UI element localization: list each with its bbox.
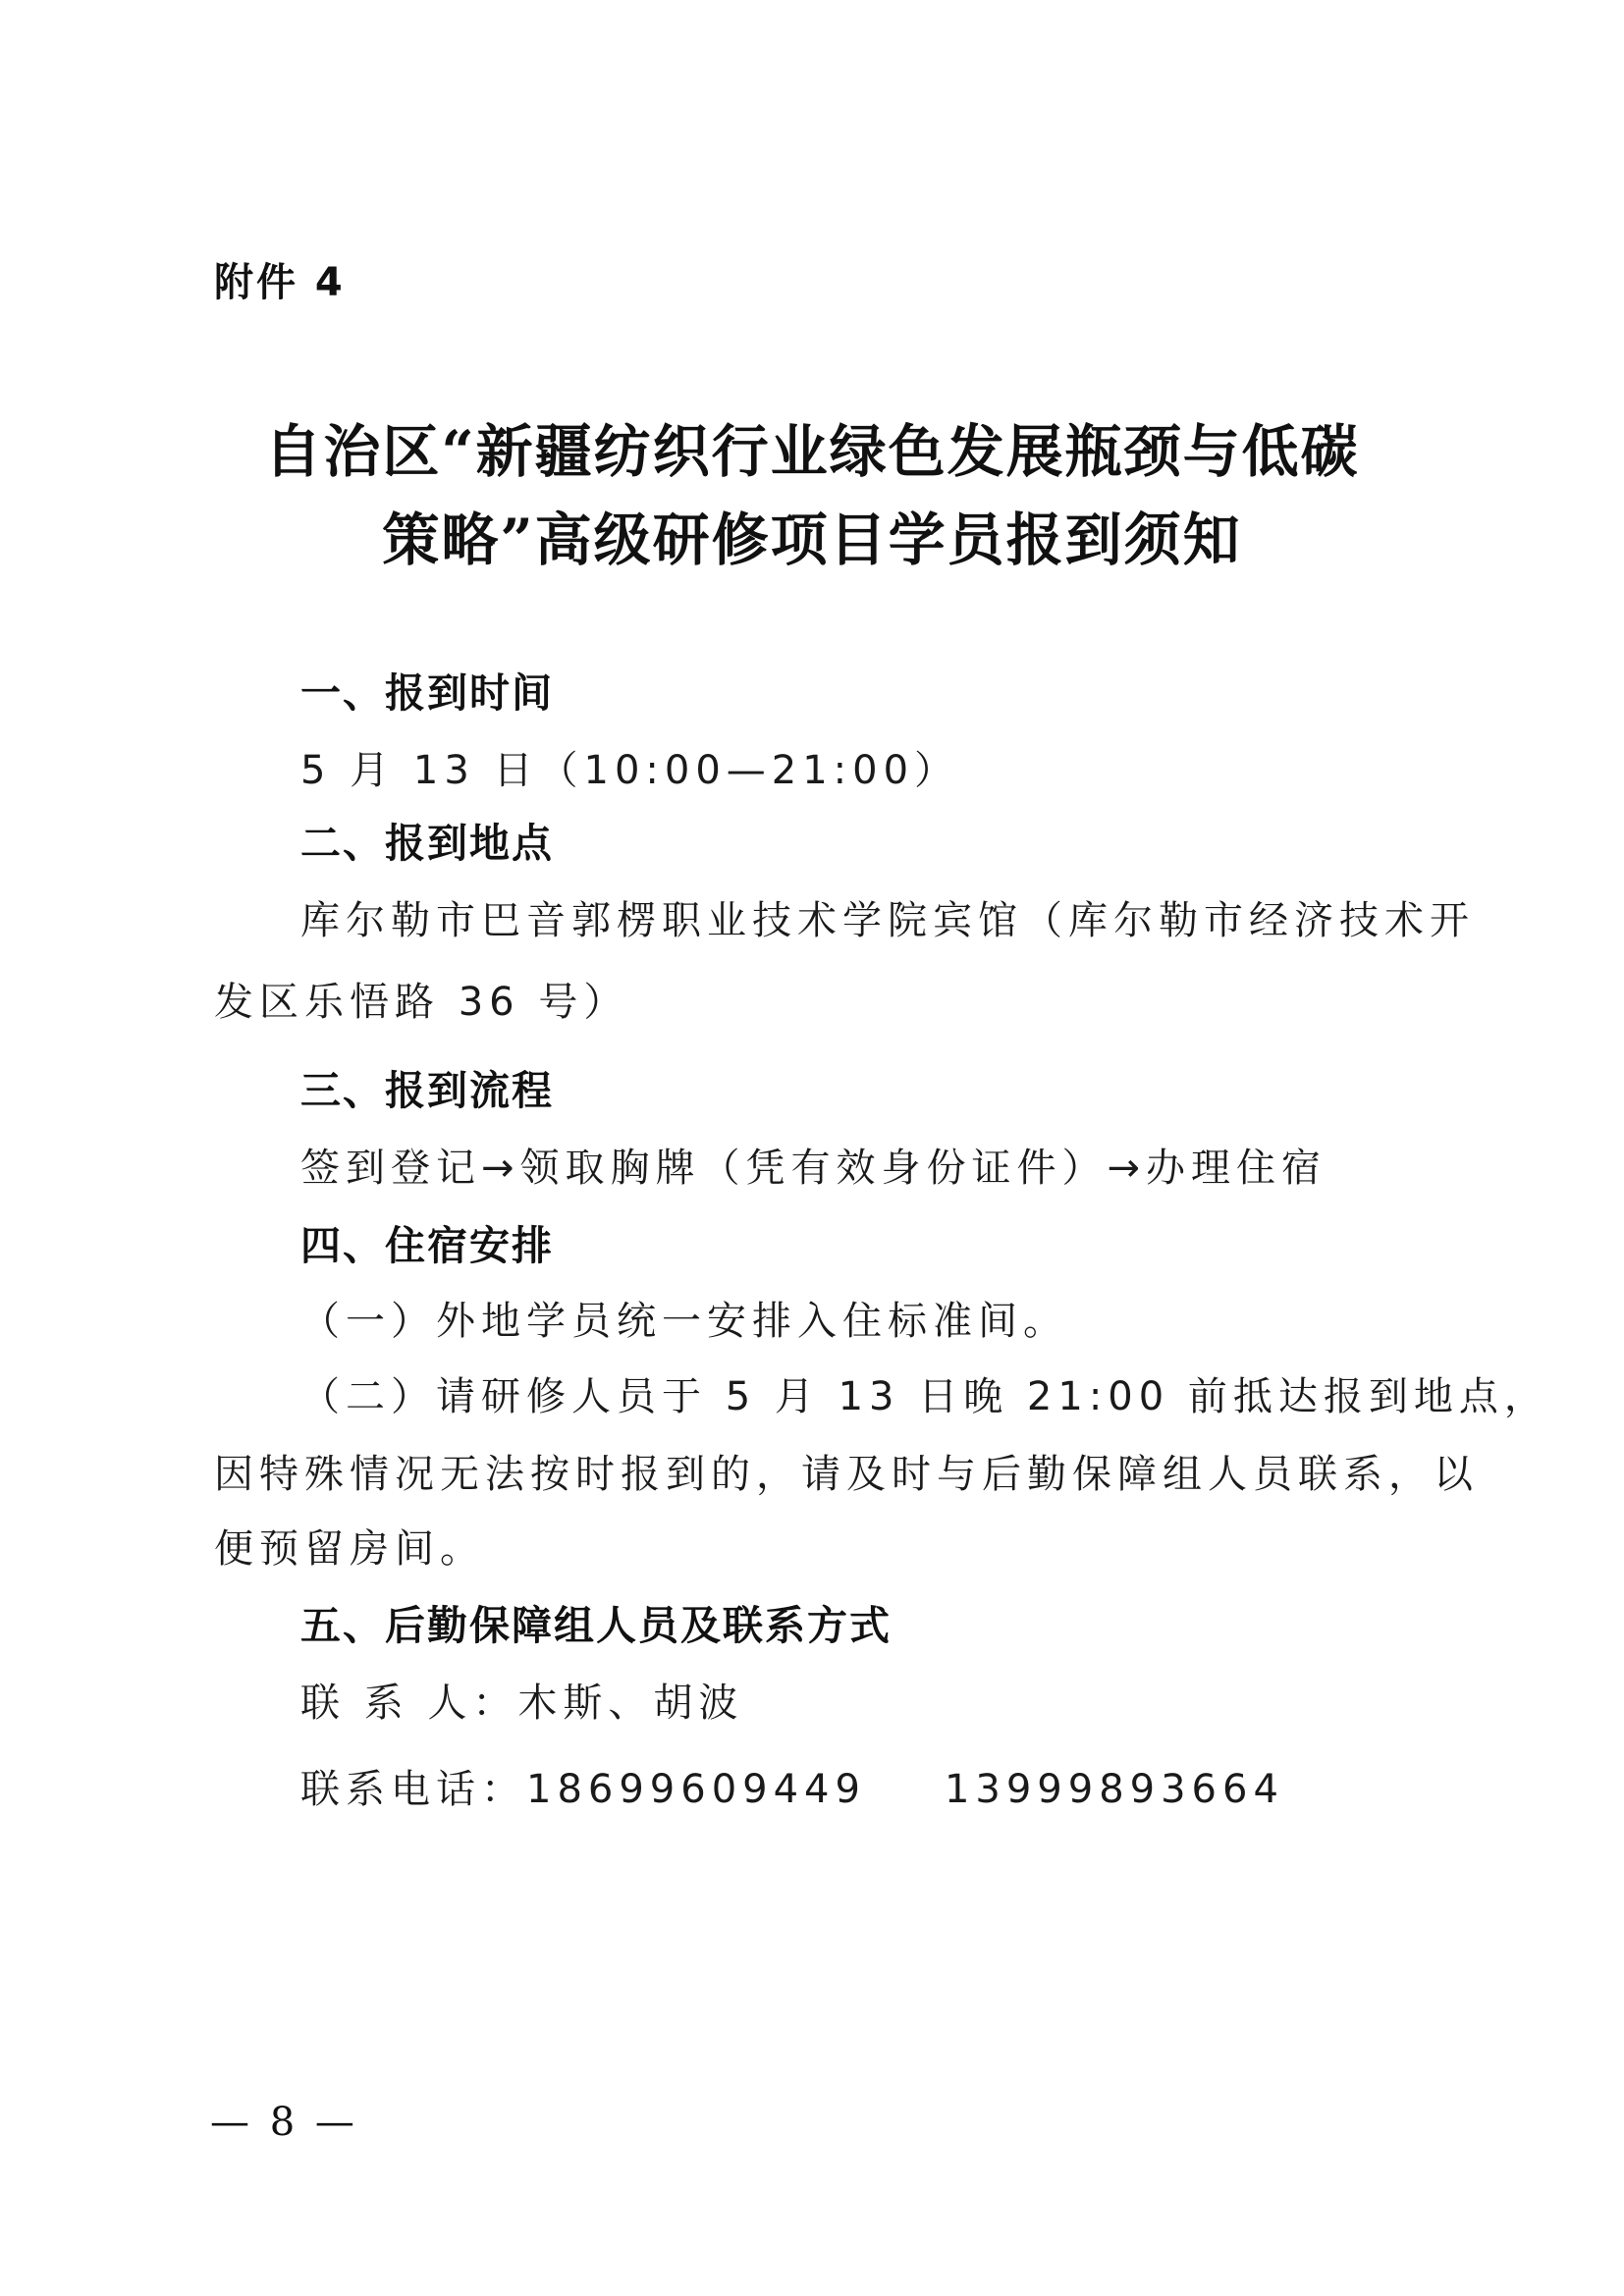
registration-time-text: 5 月 13 日（10:00—21:00） (300, 748, 960, 793)
registration-process-text: 签到登记→领取胸牌（凭有效身份证件）→办理住宿 (300, 1146, 1327, 1191)
document-title-line-1: 自治区“新疆纺织行业绿色发展瓶颈与低碳 (264, 418, 1360, 485)
page-number: — 8 — (210, 2100, 358, 2145)
accommodation-item-1: （一）外地学员统一安排入住标准间。 (300, 1299, 1068, 1344)
accommodation-item-2-line-1: （二）请研修人员于 5 月 13 日晚 21:00 前抵达报到地点， (300, 1374, 1549, 1419)
document-title-line-2: 策略”高级研修项目学员报到须知 (382, 507, 1242, 573)
phone-number-1: 18699609449 (526, 1767, 866, 1812)
section-heading-registration-process: 三、报到流程 (300, 1067, 554, 1114)
contact-phone-line (300, 1758, 1284, 1814)
accommodation-item-2-line-2: 因特殊情况无法按时报到的，请及时与后勤保障组人员联系，以 (214, 1452, 1479, 1497)
section-heading-accommodation: 四、住宿安排 (300, 1222, 554, 1269)
registration-place-line-1: 库尔勒市巴音郭楞职业技术学院宾馆（库尔勒市经济技术开 (300, 898, 1475, 943)
contact-person-line: 联 系 人：木斯、胡波 (300, 1681, 744, 1726)
phone-number-2: 13999893664 (944, 1767, 1284, 1812)
section-heading-logistics-contacts: 五、后勤保障组人员及联系方式 (300, 1602, 892, 1649)
phone-label: 联系电话： (300, 1767, 526, 1812)
section-heading-registration-place: 二、报到地点 (300, 820, 554, 867)
section-heading-registration-time: 一、报到时间 (300, 669, 554, 717)
attachment-label: 附件 4 (214, 260, 346, 305)
registration-place-line-2: 发区乐悟路 36 号） (214, 980, 629, 1025)
accommodation-item-2-line-3: 便预留房间。 (214, 1526, 485, 1572)
